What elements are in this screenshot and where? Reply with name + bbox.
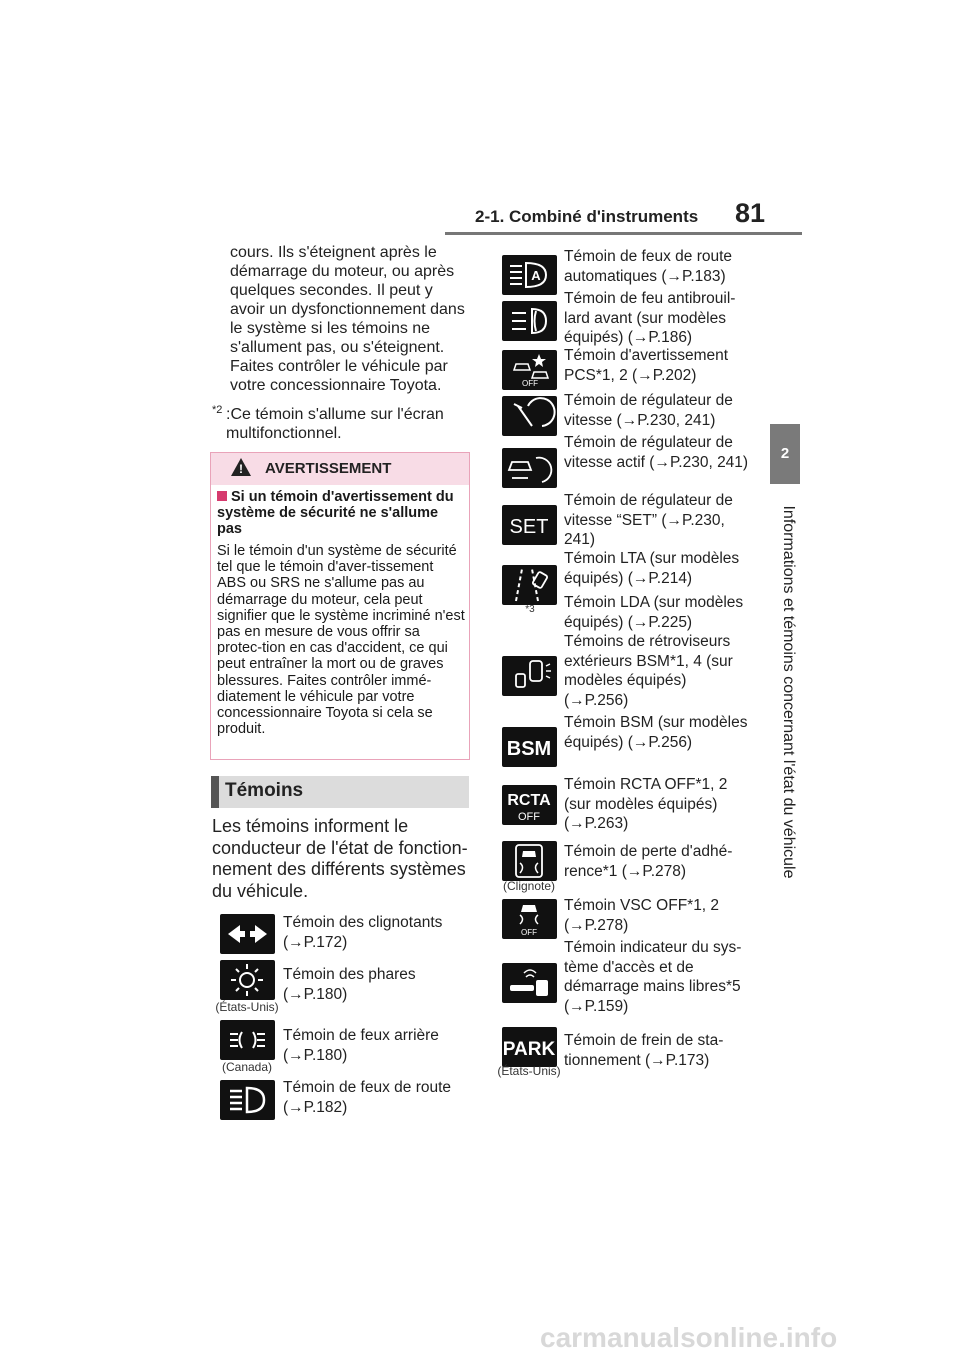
- slip-caption: (Clignote): [502, 879, 556, 893]
- cruise-control-icon: [502, 396, 557, 436]
- warning-box: [210, 452, 470, 760]
- turn-signal-label: Témoin des clignotants (→P.172): [283, 914, 443, 951]
- footer-watermark: carmanualsonline.info: [540, 1322, 838, 1353]
- warning-triangle-icon: [231, 458, 251, 476]
- slip-label: Témoin de perte d'adhé-rence*1 (→P.278): [564, 843, 733, 880]
- radar-cruise-label: Témoin de régulateur de vitesse actif (→P.230, 241): [564, 434, 749, 471]
- header-rule: [445, 232, 802, 235]
- warning-subtitle: Si un témoin d'avertissement du système de sécurité ne s'allume pas: [217, 489, 454, 537]
- lda-label: Témoin LDA (sur modèles équipés) (→P.225): [564, 594, 744, 631]
- chapter-number: 2: [780, 445, 790, 462]
- tail-light-caption: (Canada): [221, 1060, 273, 1074]
- svg-text:RCTA: RCTA: [507, 792, 551, 809]
- headlight-label: Témoin des phares (→P.180): [283, 966, 416, 1003]
- headlight-caption: (États-Unis): [215, 1000, 279, 1014]
- vsc-off-label: Témoin VSC OFF*1, 2 (→P.278): [564, 897, 720, 934]
- section-header: 2-1. Combiné d'instruments: [475, 207, 699, 226]
- svg-text:PARK: PARK: [502, 1039, 556, 1060]
- svg-text:BSM: BSM: [506, 738, 552, 760]
- warning-title: AVERTISSEMENT: [265, 460, 392, 477]
- note-2-mark: *2: [212, 404, 223, 416]
- page-number: 81: [735, 198, 766, 228]
- intro-paragraph: cours. Ils s'éteignent après le démarrage du moteur, ou après quelques secondes. Il peut y avoir un dysfonctionnement dans le système si les témoins ne s'allument pas, ou s'éteignent. Faites contrôler le véhicule par votre concessionnaire Toyota.: [230, 244, 465, 394]
- pcs-warning-label: Témoin d'avertissement PCS*1, 2 (→P.202): [564, 347, 729, 384]
- section-marker: [211, 776, 219, 808]
- square-bullet-icon: [217, 491, 227, 501]
- bsm-icon: [502, 727, 557, 767]
- auto-high-beam-label: Témoin de feux de route automatiques (→P.183): [564, 248, 733, 285]
- chapter-side-title: Informations et témoins concernant l'état du véhicule: [780, 505, 797, 879]
- warning-header: [211, 453, 469, 485]
- rcta-off-label: Témoin RCTA OFF*1, 2 (sur modèles équipés) (→P.263): [564, 776, 728, 832]
- svg-text:A: A: [531, 268, 541, 283]
- cruise-set-icon: [502, 505, 557, 545]
- slip-icon: [502, 841, 557, 881]
- high-beam-icon: [220, 1080, 275, 1120]
- pcs-warning-icon: [502, 350, 557, 390]
- chapter-tab: [770, 424, 800, 484]
- high-beam-label: Témoin de feux de route (→P.182): [283, 1079, 452, 1116]
- rcta-off-icon: [502, 785, 557, 825]
- smart-key-icon: [502, 963, 557, 1003]
- headlight-icon: [220, 960, 275, 1000]
- radar-cruise-icon: [502, 448, 557, 488]
- turn-signal-icon: [220, 914, 275, 954]
- lta-label: Témoin LTA (sur modèles équipés) (→P.214): [564, 550, 740, 587]
- svg-text:OFF: OFF: [518, 811, 540, 823]
- svg-text:OFF: OFF: [521, 928, 537, 937]
- warning-text: Si le témoin d'un système de sécurité tel que le témoin d'aver-tissement ABS ou SRS ne s'allume pas au démarrage du moteur, cela peut signifier que le système incriminé n'est pas en mesure de vous offrir sa protec-tion en cas d'accident, ce qui peut entraîner la mort ou de graves blessures. Faites contrôler immé-diatement le véhicule par votre concessionnaire Toyota si cela se produit.: [217, 543, 465, 738]
- chapter-side-title-wrap: [773, 488, 803, 898]
- section-intro: Les témoins informent le conducteur de l'état de fonction-nement des différents systèmes du véhicule.: [212, 816, 468, 901]
- svg-text:OFF: OFF: [522, 379, 538, 388]
- note-2-text: :Ce témoin s'allume sur l'écran multifonctionnel.: [226, 406, 444, 442]
- auto-high-beam-icon: [502, 255, 557, 295]
- bsm-label: Témoin BSM (sur modèles équipés) (→P.256): [564, 714, 748, 751]
- parking-brake-caption: (États-Unis): [497, 1064, 561, 1078]
- front-fog-label: Témoin de feu antibrouil-lard avant (sur modèles équipés) (→P.186): [564, 290, 736, 346]
- section-heading: [211, 776, 469, 808]
- front-fog-icon: [502, 301, 557, 341]
- parking-brake-icon: [502, 1027, 557, 1067]
- tail-light-icon: [220, 1020, 275, 1060]
- cruise-control-label: Témoin de régulateur de vitesse (→P.230, 241): [564, 392, 733, 429]
- section-title: Témoins: [225, 780, 304, 801]
- tail-light-label: Témoin de feux arrière (→P.180): [283, 1027, 439, 1064]
- vsc-off-icon: [502, 899, 557, 939]
- lta-caption: *3: [525, 604, 535, 615]
- lta-icon: [502, 565, 557, 605]
- parking-brake-label: Témoin de frein de sta-tionnement (→P.173): [564, 1032, 724, 1069]
- smart-key-label: Témoin indicateur du sys-tème d'accès et de démarrage mains libres*5 (→P.159): [564, 939, 742, 1015]
- bsm-mirror-icon: [502, 656, 557, 696]
- bsm-mirror-label: Témoins de rétroviseurs extérieurs BSM*1, 4 (sur modèles équipés) (→P.256): [564, 633, 733, 709]
- cruise-set-label: Témoin de régulateur de vitesse “SET” (→P.230, 241): [564, 492, 733, 548]
- svg-text:SET: SET: [509, 516, 549, 538]
